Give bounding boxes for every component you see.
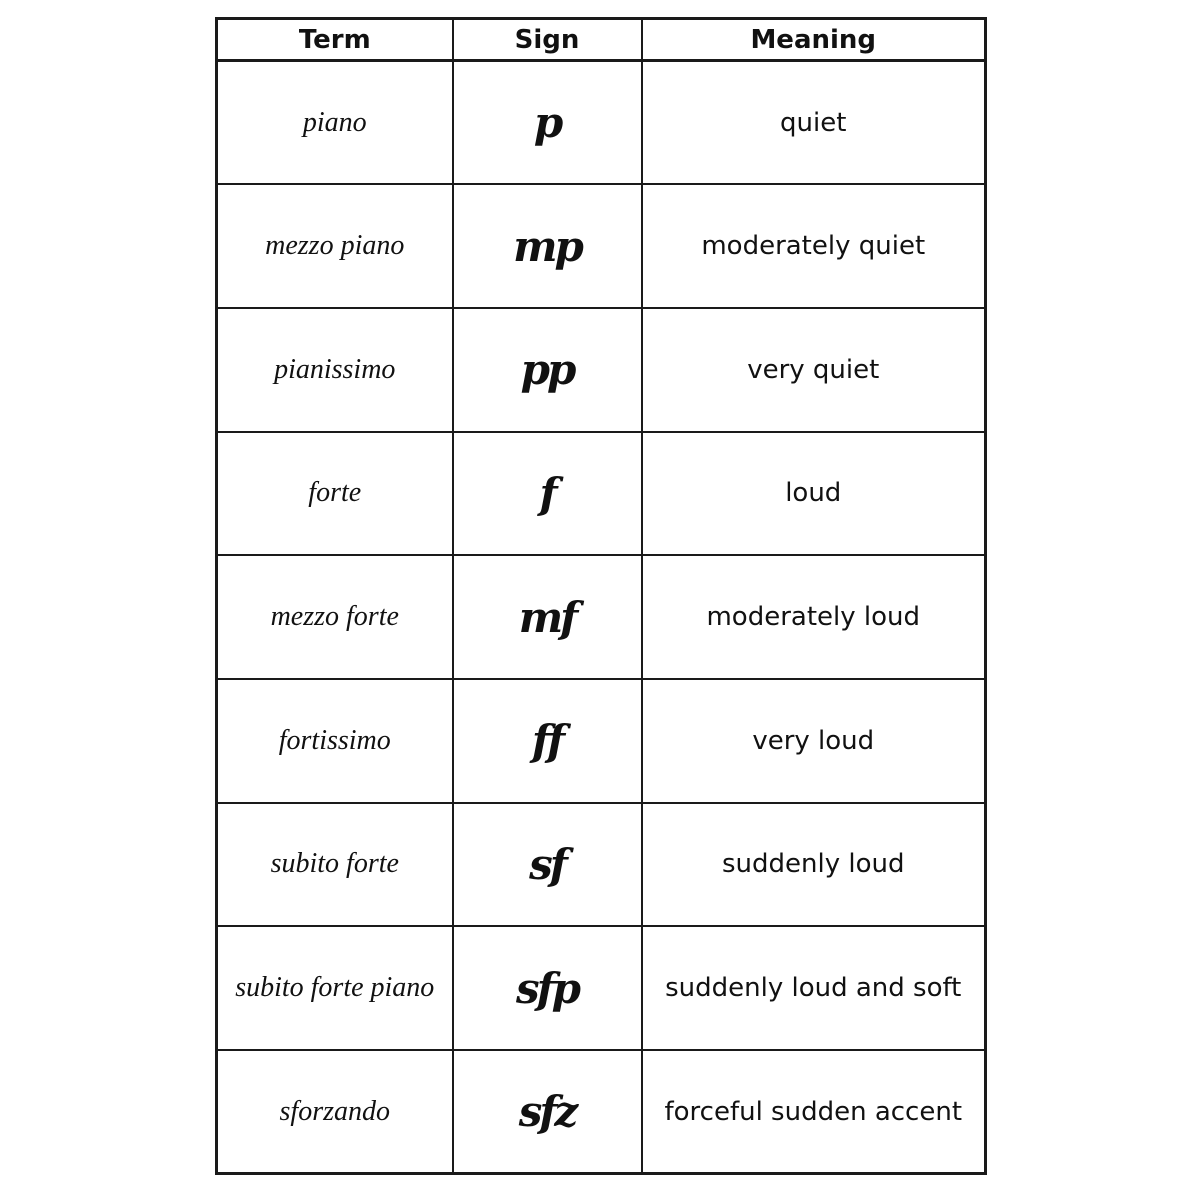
meaning-cell: very loud (642, 679, 986, 803)
sign-cell: pp (453, 308, 642, 432)
meaning-cell: very quiet (642, 308, 986, 432)
meaning-cell: moderately loud (642, 555, 986, 679)
term-cell: sforzando (217, 1050, 453, 1174)
table-row (217, 555, 986, 679)
term-cell: fortissimo (217, 679, 453, 803)
dynamics-table (215, 17, 987, 1175)
sign-cell: p (453, 61, 642, 185)
meaning-cell: moderately quiet (642, 184, 986, 308)
term-cell: subito forte piano (217, 926, 453, 1050)
sign-cell: sf (453, 803, 642, 927)
term-cell: mezzo forte (217, 555, 453, 679)
sign-cell: ff (453, 679, 642, 803)
table-row (217, 679, 986, 803)
header-term: Term (217, 19, 453, 61)
meaning-cell: suddenly loud and soft (642, 926, 986, 1050)
header-meaning: Meaning (642, 19, 986, 61)
sign-cell: sfz (453, 1050, 642, 1174)
table-row (217, 61, 986, 185)
table-row (217, 432, 986, 556)
table-row (217, 308, 986, 432)
term-cell: pianissimo (217, 308, 453, 432)
term-cell: piano (217, 61, 453, 185)
meaning-cell: suddenly loud (642, 803, 986, 927)
table-row (217, 926, 986, 1050)
meaning-cell: quiet (642, 61, 986, 185)
term-cell: forte (217, 432, 453, 556)
meaning-cell: forceful sudden accent (642, 1050, 986, 1174)
sign-cell: mf (453, 555, 642, 679)
table-row (217, 803, 986, 927)
table-row (217, 1050, 986, 1174)
meaning-cell: loud (642, 432, 986, 556)
sign-cell: f (453, 432, 642, 556)
sign-cell: sfp (453, 926, 642, 1050)
term-cell: subito forte (217, 803, 453, 927)
sign-cell: mp (453, 184, 642, 308)
header-row (217, 19, 986, 61)
table-row (217, 184, 986, 308)
header-sign: Sign (453, 19, 642, 61)
term-cell: mezzo piano (217, 184, 453, 308)
